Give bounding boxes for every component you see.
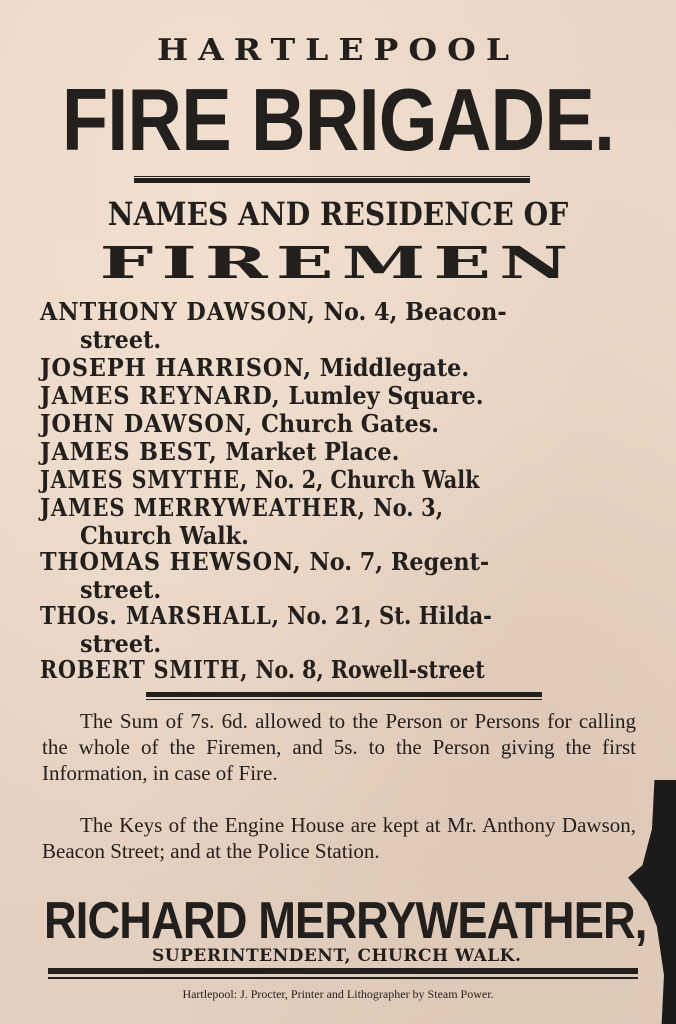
keys-text: The Keys of the Engine House are kept at Mr. Anthony Dawson, Beacon Street; and at the Police Station. (42, 813, 636, 863)
fireman-residence: Lumley Square. (288, 381, 484, 410)
fireman-residence: Middlegate. (319, 353, 470, 382)
fireman-name: ROBERT SMITH, (40, 655, 249, 684)
town-heading: HARTLEPOOL (156, 32, 520, 68)
fireman-entry (40, 466, 479, 494)
fireman-entry (40, 494, 443, 522)
divider-rule (134, 178, 530, 183)
fireman-name: JAMES REYNARD, (40, 381, 281, 410)
reward-text: The Sum of 7s. 6d. allowed to the Person or Persons for calling the whole of the Firemen, and 5s. to the Person giving the first Information, in case of Fire. (42, 709, 636, 785)
fireman-name: JAMES MERRYWEATHER, (40, 493, 366, 522)
firemen-heading: FIREMEN (99, 237, 577, 289)
fireman-residence-continued: Church Walk. (80, 521, 249, 550)
fireman-name: JAMES BEST, (40, 437, 218, 466)
divider-rule (146, 692, 542, 697)
fireman-name: THOMAS HEWSON, (40, 547, 302, 576)
signatory-title: SUPERINTENDENT, CHURCH WALK. (152, 946, 522, 966)
signatory-name: RICHARD MERRYWEATHER, (44, 892, 647, 950)
fireman-name: JAMES SMYTHE, (40, 465, 248, 494)
reward-paragraph (42, 708, 636, 786)
subtitle: NAMES AND RESIDENCE OF (107, 195, 569, 233)
fireman-residence-continued: street. (80, 629, 162, 658)
fireman-entry (40, 298, 507, 326)
fireman-name: THOs. MARSHALL, (40, 601, 280, 630)
fireman-residence: No. 21, St. Hilda- (287, 601, 492, 630)
fireman-entry (40, 548, 489, 576)
fireman-entry (40, 656, 485, 684)
footer-rule (48, 968, 638, 974)
fireman-entry (40, 410, 439, 438)
fireman-residence: No. 7, Regent- (309, 547, 490, 576)
fireman-entry (40, 602, 492, 630)
fireman-residence-continued: street. (80, 325, 162, 354)
fireman-name: JOHN DAWSON, (40, 409, 254, 438)
keys-paragraph (42, 812, 636, 864)
fireman-residence-continued: street. (80, 575, 162, 604)
fireman-name: ANTHONY DAWSON, (40, 297, 316, 326)
fireman-residence: No. 3, (373, 493, 444, 522)
divider-rule-thin (134, 176, 530, 177)
footer-rule-thin (48, 977, 638, 979)
fireman-residence: No. 8, Rowell-street (255, 655, 485, 684)
fireman-entry (40, 438, 399, 466)
fireman-residence: No. 4, Beacon- (323, 297, 507, 326)
divider-rule-thin (146, 699, 542, 700)
fireman-residence: No. 2, Church Walk (255, 465, 480, 494)
printer-imprint: Hartlepool: J. Procter, Printer and Lithographer by Steam Power. (182, 987, 494, 1001)
fireman-name: JOSEPH HARRISON, (40, 353, 312, 382)
fireman-entry (40, 354, 469, 382)
fireman-residence: Market Place. (225, 437, 400, 466)
fireman-entry (40, 382, 483, 410)
poster-title: FIRE BRIGADE. (61, 70, 615, 169)
fireman-residence: Church Gates. (261, 409, 440, 438)
